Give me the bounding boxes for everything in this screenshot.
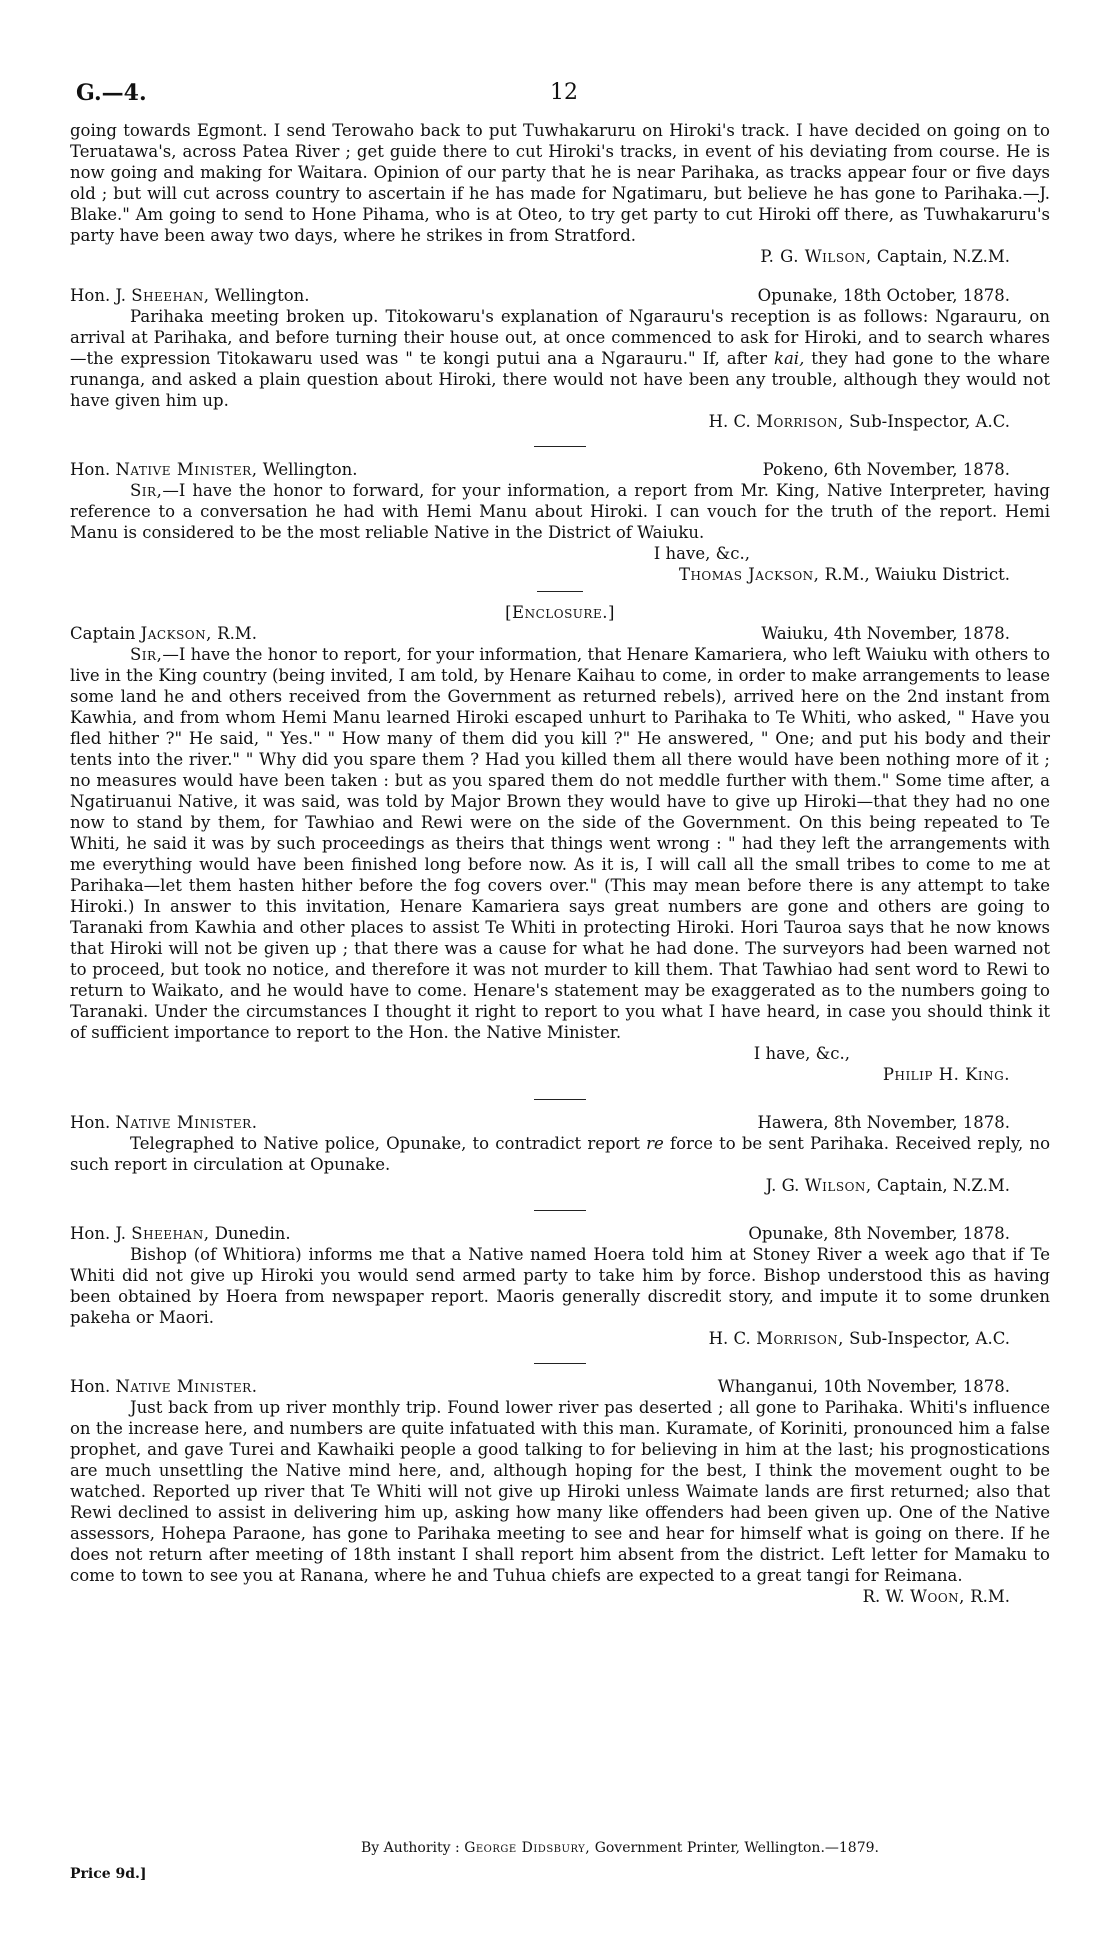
message-3-body: Telegraphed to Native police, Opunake, to contradict report re force to be sent Parihaka. Received reply, no such report in circulation at Opunake. (70, 1134, 1051, 1174)
addressee: Hon. Native Minister, Wellington. (70, 460, 358, 479)
intro-paragraph: going towards Egmont. I send Terowaho back to put Tuwhakaruru on Hiroki's track. I have decided on going on to Teruatawa's, across Patea River ; get guide there to cut Hiroki's tracks, in event of his deviating from course. He is now going and making for Waitara. Opinion of our party that he is near Parihaka, as tracks appear four or five days old ; but will cut across country to ascertain if he has made for Ngatimaru, but believe he has gone to Parihaka.—J. Blake." Am going to send to Hone Pihama, who is at Oteo, to try get party to cut Hiroki off there, as Tuwhakaruru's party have been away two days, where he strikes in from Stratford. (70, 121, 1050, 245)
section-divider (534, 1210, 586, 1211)
message-date: Hawera, 8th November, 1878. (757, 1113, 1010, 1132)
message-2-signature: Thomas Jackson, R.M., Waiuku District. (678, 565, 1010, 584)
enclosure-label: [Enclosure.] (505, 603, 615, 622)
message-3-heading (70, 1112, 1050, 1133)
price-label: Price 9d.] (70, 1866, 147, 1882)
message-date: Opunake, 18th October, 1878. (757, 286, 1010, 305)
enclosure-heading (70, 623, 1050, 644)
message-1-body: Parihaka meeting broken up. Titokowaru's explanation of Ngarauru's reception is as follows: Ngarauru, on arrival at Parihaka, and before turning their house out, at once commenced to ask for Hiroki, and to search whares—the expression Titokawaru used was " te kongi putui ana a Ngarauru." If, after kai, they had gone to the whare runanga, and asked a plain question about Hiroki, there would not have been any trouble, although they would not have given him up. (70, 307, 1050, 410)
message-1-heading (70, 285, 1050, 306)
message-date: Waiuku, 4th November, 1878. (761, 624, 1010, 643)
page-header (70, 80, 1050, 120)
page-number: 12 (550, 80, 578, 105)
addressee: Hon. Native Minister. (70, 1113, 258, 1132)
enclosure-signature: Philip H. King. (882, 1065, 1010, 1084)
message-5-heading (70, 1376, 1050, 1397)
message-2-body: Sir,—I have the honor to forward, for your information, a report from Mr. King, Native Interpreter, having reference to a conversation he had with Hemi Manu about Hiroki. I can vouch for the truth of the report. Hemi Manu is considered to be the most reliable Native in the District of Waiuku. (70, 481, 1050, 542)
message-date: Pokeno, 6th November, 1878. (762, 460, 1010, 479)
message-4-signature: H. C. Morrison, Sub-Inspector, A.C. (708, 1329, 1010, 1348)
message-2-closing: I have, &c., (653, 544, 750, 563)
message-date: Whanganui, 10th November, 1878. (717, 1377, 1010, 1396)
message-4-body: Bishop (of Whitiora) informs me that a Native named Hoera told him at Stoney River a week ago that if Te Whiti did not give up Hiroki you would send armed party to take him by force. Bishop understood this as having been obtained by Hoera from newspaper report. Maoris generally discredit story, and impute it to some drunken pakeha or Maori. (70, 1245, 1050, 1327)
intro-signature: P. G. Wilson, Captain, N.Z.M. (760, 247, 1010, 266)
message-5-body: Just back from up river monthly trip. Found lower river pas deserted ; all gone to Parihaka. Whiti's influence on the increase here, and numbers are quite infatuated with this man. Kuramate, of Koriniti, pronounced him a false prophet, and gave Turei and Kawhaiki people a good talking to for believing in him at the last; his prognostications are much unsettling the Native mind here, and, although hoping for the best, I think the movement ought to be watched. Reported up river that Te Whiti will not give up Hiroki unless Waimate lands are first returned; also that Rewi declined to assist in delivering him up, asking how many like offenders had been given up. One of the Native assessors, Hohepa Paraone, has gone to Parihaka meeting to see and hear for himself what is going on there. If he does not return after meeting of 18th instant I shall report him absent from the district. Left letter for Mamaku to come to town to see you at Ranana, where he and Tuhua chiefs are expected to a great tangi for Reimana. (70, 1398, 1050, 1585)
section-divider (534, 1363, 586, 1364)
message-4-heading (70, 1223, 1050, 1244)
document-page (70, 80, 1050, 1607)
section-divider (534, 446, 586, 447)
message-date: Opunake, 8th November, 1878. (748, 1224, 1010, 1243)
addressee: Hon. Native Minister. (70, 1377, 258, 1396)
enclosure-body: Sir,—I have the honor to report, for your information, that Henare Kamariera, who left Waiuku with others to live in the King country (being invited, I am told, by Henare Kaihau to come, in order to make arrangements to lease some land he and others received from the Government as returned rebels), arrived here on the 2nd instant from Kawhia, and from whom Hemi Manu learned Hiroki escaped unhurt to Parihaka to Te Whiti, who asked, " Have you fled hither ?" He said, " Yes." " How many of them did you kill ?" He answered, " One; and put his body and their tents into the river." " Why did you spare them ? Had you killed them all there would have been nothing more of it ; no measures would have been taken : but as you spared them do not meddle further with them." Some time after, a Ngatiruanui Native, it was said, was told by Major Brown they would have to give up Hiroki—that they had no one now to stand by them, for Tawhiao and Rewi were on the side of the Government. On this being repeated to Te Whiti, he said it was by such proceedings as theirs that things went wrong : " had they left the arrangements with me everything would have been finished long before now. As it is, I will call all the small tribes to come to me at Parihaka—let them hasten hither before the fog covers over." (This may mean before there is any attempt to take Hiroki.) In answer to this invitation, Henare Kamariera says great numbers are gone and others are going to Taranaki from Kawhia and other places to assist Te Whiti in protecting Hiroki. Hori Tauroa says that he now knows that Hiroki will not be given up ; that there was a cause for what he had done. The surveyors had been warned not to proceed, but took no notice, and therefore it was not murder to kill them. That Tawhiao had sent word to Rewi to return to Waikato, and he would have to come. Henare's statement may be exaggerated as to the numbers going to Taranaki. Under the circumstances I thought it right to report to you what I have heard, in case you should think it of sufficient importance to report to the Hon. the Native Minister. (70, 645, 1050, 1042)
section-divider (537, 591, 583, 592)
page-footer (70, 1840, 1050, 1882)
addressee: Hon. J. Sheehan, Wellington. (70, 286, 310, 305)
addressee: Hon. J. Sheehan, Dunedin. (70, 1224, 291, 1243)
section-divider (534, 1099, 586, 1100)
printer-imprint: By Authority : George Didsbury, Government Printer, Wellington.—1879. (361, 1840, 879, 1856)
message-3-signature: J. G. Wilson, Captain, N.Z.M. (765, 1176, 1010, 1195)
message-2-heading (70, 459, 1050, 480)
message-5-signature: R. W. Woon, R.M. (862, 1587, 1010, 1606)
paper-reference: G.—4. (76, 80, 147, 106)
message-1-signature: H. C. Morrison, Sub-Inspector, A.C. (708, 412, 1010, 431)
enclosure-closing: I have, &c., (753, 1044, 850, 1063)
addressee: Captain Jackson, R.M. (70, 624, 257, 643)
